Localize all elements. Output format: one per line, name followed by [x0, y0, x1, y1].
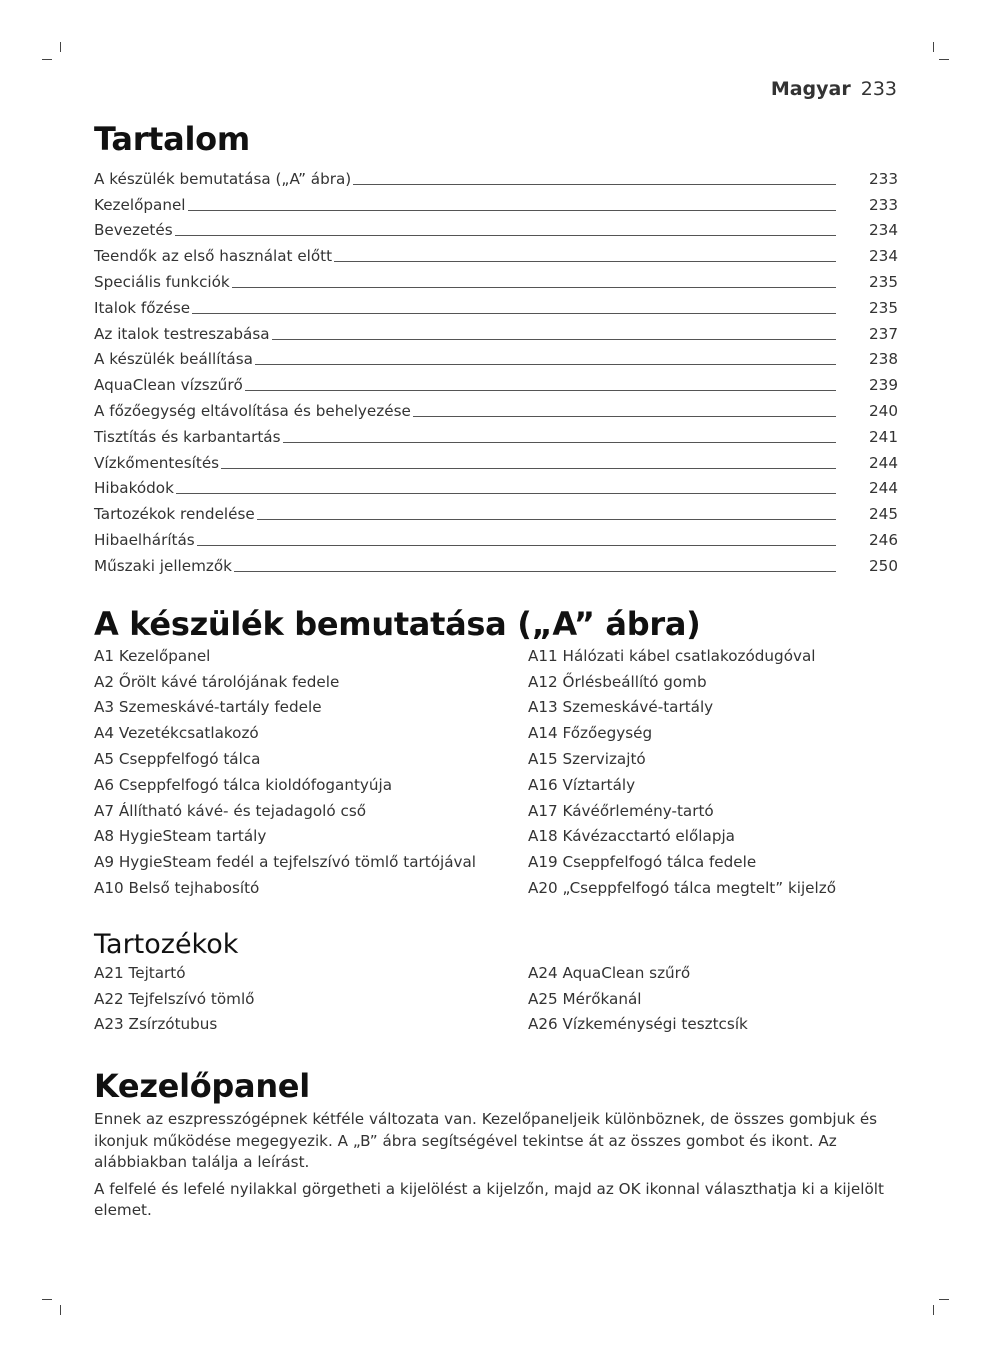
toc-entry-page: 241 — [869, 427, 898, 446]
toc-leader-line — [413, 416, 836, 417]
list-item: A4 Vezetékcsatlakozó — [94, 724, 259, 743]
toc-entry-title: A készülék beállítása — [94, 350, 253, 369]
list-item: A23 Zsírzótubus — [94, 1015, 218, 1034]
toc-entry-page: 246 — [869, 530, 898, 549]
toc-entry-page: 233 — [869, 195, 898, 214]
toc-leader-line — [334, 261, 836, 262]
toc-entry[interactable] — [94, 214, 898, 240]
toc-entry[interactable] — [94, 549, 898, 575]
toc-entry[interactable] — [94, 420, 898, 446]
accessories-left-column — [94, 962, 528, 1039]
list-item: A20 „Cseppfelfogó tálca megtelt” kijelző — [528, 878, 837, 897]
toc-entry[interactable] — [94, 343, 898, 369]
toc-entry-title: Kezelőpanel — [94, 195, 186, 214]
toc-entry-page: 234 — [869, 247, 898, 266]
crop-mark — [42, 59, 52, 60]
paragraph: A felfelé és lefelé nyilakkal görgetheti a kijelölést a kijelzőn, majd az OK ikonnal választhatja ki a kijelölt elemet. — [94, 1179, 884, 1220]
list-item: A10 Belső tejhabosító — [94, 878, 260, 897]
toc-entry[interactable] — [94, 239, 898, 265]
accessories-right-column — [528, 962, 898, 1039]
toc-leader-line — [283, 442, 836, 443]
toc-entry-page: 237 — [869, 324, 898, 343]
toc-entry-title: Teendők az első használat előtt — [94, 247, 333, 266]
list-item: A19 Cseppfelfogó tálca fedele — [528, 853, 757, 872]
list-item: A25 Mérőkanál — [528, 989, 642, 1008]
overview-title: A készülék bemutatása („A” ábra) — [94, 604, 701, 643]
toc-leader-line — [221, 468, 836, 469]
control-panel-text — [94, 1109, 898, 1222]
toc-entry-page: 235 — [869, 272, 898, 291]
toc-entry-page: 250 — [869, 556, 898, 575]
toc-entry[interactable] — [94, 497, 898, 523]
toc-entry-page: 240 — [869, 401, 898, 420]
toc-leader-line — [197, 545, 836, 546]
toc-leader-line — [192, 313, 836, 314]
toc-entry-title: Az italok testreszabása — [94, 324, 270, 343]
toc-entry-title: Italok főzése — [94, 298, 191, 317]
list-item: A14 Főzőegység — [528, 724, 653, 743]
crop-mark — [60, 42, 61, 52]
toc-entry-title: Tisztítás és karbantartás — [94, 427, 281, 446]
list-item: A9 HygieSteam fedél a tejfelszívó tömlő tartójával — [94, 853, 477, 872]
toc-leader-line — [257, 519, 836, 520]
list-item: A18 Kávézacctartó előlapja — [528, 827, 735, 846]
toc-leader-line — [234, 571, 836, 572]
table-of-contents — [94, 162, 898, 575]
list-item: A1 Kezelőpanel — [94, 646, 211, 665]
list-item: A26 Vízkeménységi tesztcsík — [528, 1015, 748, 1034]
toc-entry-page: 239 — [869, 376, 898, 395]
toc-entry[interactable] — [94, 472, 898, 498]
crop-mark — [933, 42, 934, 52]
toc-entry[interactable] — [94, 162, 898, 188]
overview-right-column — [528, 645, 898, 903]
toc-entry[interactable] — [94, 446, 898, 472]
control-panel-title: Kezelőpanel — [94, 1067, 310, 1106]
toc-entry[interactable] — [94, 368, 898, 394]
list-item: A13 Szemeskávé-tartály — [528, 698, 714, 717]
list-item: A17 Kávéőrlemény-tartó — [528, 801, 714, 820]
list-item: A12 Őrlésbeállító gomb — [528, 672, 707, 691]
toc-entry-page: 234 — [869, 221, 898, 240]
list-item: A6 Cseppfelfogó tálca kioldófogantyúja — [94, 775, 393, 794]
list-item: A2 Őrölt kávé tárolójának fedele — [94, 672, 340, 691]
crop-mark — [933, 1305, 934, 1315]
page-content — [94, 120, 898, 1227]
paragraph: Ennek az eszpresszógépnek kétféle változata van. Kezelőpaneljeik különböznek, de összes gombjuk és ikonjuk működése megegyezik. A „B” ábra segítségével tekintse át az összes gombot és ikont. Az alábbiakban találja a leírást. — [94, 1110, 878, 1172]
toc-entry[interactable] — [94, 394, 898, 420]
list-item: A11 Hálózati kábel csatlakozódugóval — [528, 646, 816, 665]
toc-entry-title: Hibaelhárítás — [94, 530, 195, 549]
toc-leader-line — [188, 210, 836, 211]
page-header — [771, 78, 897, 100]
toc-entry-title: A készülék bemutatása („A” ábra) — [94, 169, 352, 188]
toc-entry-page: 244 — [869, 453, 898, 472]
toc-entry-page: 235 — [869, 298, 898, 317]
toc-entry-title: AquaClean vízszűrő — [94, 376, 243, 395]
list-item: A5 Cseppfelfogó tálca — [94, 749, 261, 768]
toc-entry[interactable] — [94, 291, 898, 317]
list-item: A8 HygieSteam tartály — [94, 827, 267, 846]
accessories-list — [94, 962, 898, 1039]
toc-leader-line — [245, 390, 836, 391]
toc-entry-title: Vízkőmentesítés — [94, 453, 220, 472]
toc-entry-title: Műszaki jellemzők — [94, 556, 232, 575]
toc-entry-title: A főzőegység eltávolítása és behelyezése — [94, 401, 411, 420]
overview-left-column — [94, 645, 528, 903]
toc-entry-page: 244 — [869, 479, 898, 498]
toc-entry-page: 233 — [869, 169, 898, 188]
toc-entry-page: 245 — [869, 505, 898, 524]
crop-mark — [60, 1305, 61, 1315]
toc-entry[interactable] — [94, 523, 898, 549]
accessories-title: Tartozékok — [94, 928, 239, 960]
toc-entry-title: Hibakódok — [94, 479, 174, 498]
list-item: A22 Tejfelszívó tömlő — [94, 989, 255, 1008]
toc-title: Tartalom — [94, 120, 250, 158]
toc-leader-line — [272, 339, 836, 340]
list-item: A3 Szemeskávé-tartály fedele — [94, 698, 322, 717]
toc-leader-line — [232, 287, 836, 288]
toc-entry-title: Speciális funkciók — [94, 272, 230, 291]
list-item: A7 Állítható kávé- és tejadagoló cső — [94, 801, 367, 820]
page-number: 233 — [860, 78, 897, 100]
toc-leader-line — [175, 235, 836, 236]
toc-leader-line — [176, 493, 836, 494]
list-item: A21 Tejtartó — [94, 963, 186, 982]
toc-leader-line — [255, 364, 836, 365]
toc-entry[interactable] — [94, 265, 898, 291]
language-label: Magyar — [770, 78, 851, 100]
crop-mark — [939, 1299, 949, 1300]
toc-entry-title: Tartozékok rendelése — [94, 505, 255, 524]
list-item: A16 Víztartály — [528, 775, 636, 794]
crop-mark — [939, 59, 949, 60]
list-item: A15 Szervizajtó — [528, 749, 646, 768]
toc-entry[interactable] — [94, 317, 898, 343]
overview-list — [94, 645, 898, 903]
toc-entry[interactable] — [94, 188, 898, 214]
crop-mark — [42, 1299, 52, 1300]
toc-entry-title: Bevezetés — [94, 221, 173, 240]
list-item: A24 AquaClean szűrő — [528, 963, 691, 982]
toc-entry-page: 238 — [869, 350, 898, 369]
toc-leader-line — [353, 184, 836, 185]
